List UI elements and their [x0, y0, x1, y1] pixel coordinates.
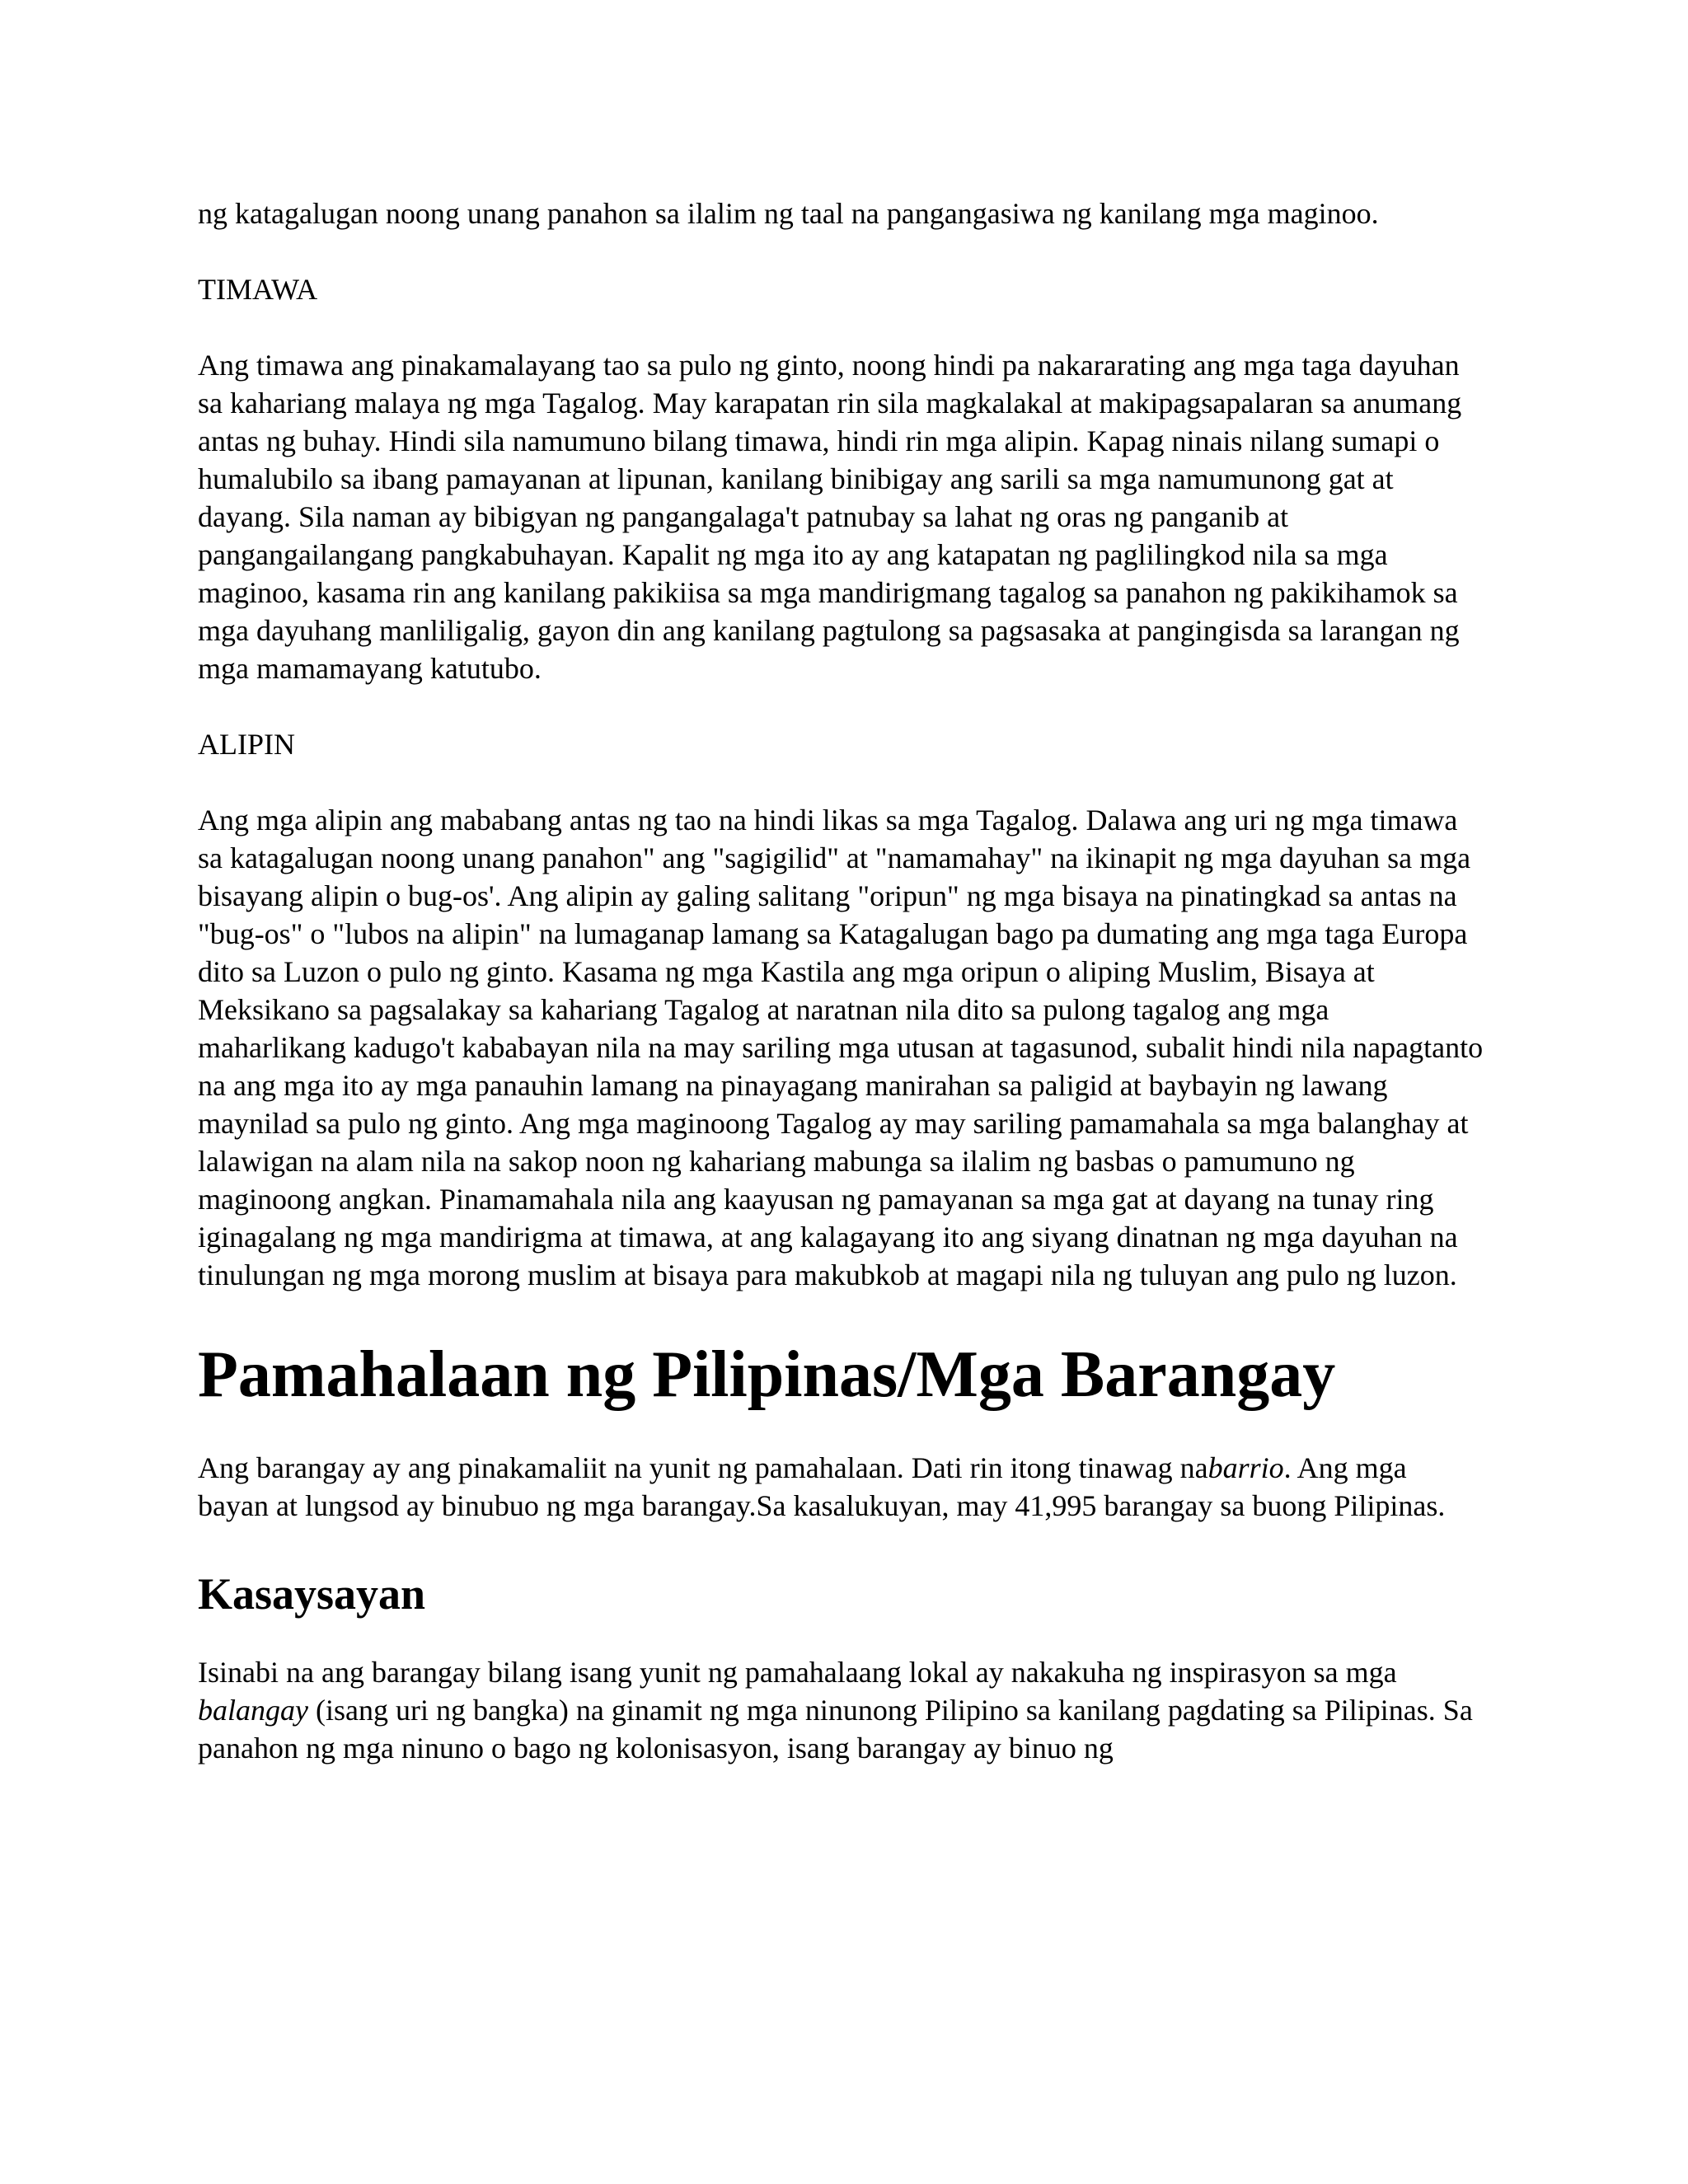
barangay-text-a: Ang barangay ay ang pinakamaliit na yunit ng pamahalaan. Dati rin itong tinawag na [198, 1451, 1208, 1484]
kasaysayan-text-a: Isinabi na ang barangay bilang isang yunit ng pamahalaang lokal ay nakakuha ng inspirasyon sa mga [198, 1656, 1397, 1689]
barangay-text-em: barrio [1207, 1451, 1284, 1484]
alipin-paragraph: Ang mga alipin ang mababang antas ng tao na hindi likas sa mga Tagalog. Dalawa ang uri ng mga timawa sa katagalugan noong unang panahon" ang "sagigilid" at "namamahay" na ikinapit ng mga dayuhan sa mga bisayang alipin o bug-os'. Ang alipin ay galing salitang "oripun" ng mga bisaya na pinatingkad sa antas na "bug-os" o "lubos na alipin" na lumaganap lamang sa Katagalugan bago pa dumating ang mga taga Europa dito sa Luzon o pulo ng ginto. Kasama ng mga Kastila ang mga oripun o aliping Muslim, Bisaya at Meksikano sa pagsalakay sa kahariang Tagalog at naratnan nila dito sa pulong tagalog ang mga maharlikang kadugo't kababayan nila na may sariling mga utusan at tagasunod, subalit hindi nila napagtanto na ang mga ito ay mga panauhin lamang na pinayagang manirahan sa paligid at baybayin ng lawang maynilad sa pulo ng ginto. Ang mga maginoong Tagalog ay may sariling pamamahala sa mga balanghay at lalawigan na alam nila na sakop noon ng kahariang mabunga sa ilalim ng basbas o pamumuno ng maginoong angkan. Pinamamahala nila ang kaayusan ng pamayanan sa mga gat at dayang na tunay ring iginagalang ng mga mandirigma at timawa, at ang kalagayang ito ang siyang dinatnan ng mga dayuhan na tinulungan ng mga morong muslim at bisaya para makubkob at magapi nila ng tuluyan ang pulo ng luzon. [198, 804, 1484, 1291]
timawa-paragraph: Ang timawa ang pinakamalayang tao sa pulo ng ginto, noong hindi pa nakararating ang mga taga dayuhan sa kahariang malaya ng mga Tagalog. May karapatan rin sila magkalakal at makipagsapalaran sa anumang antas ng buhay. Hindi sila namumuno bilang timawa, hindi rin mga alipin. Kapag ninais nilang sumapi o humalubilo sa ibang pamayanan at lipunan, kanilang binibigay ang sarili sa mga namumunong gat at dayang. Sila naman ay bibigyan ng pangangalaga't patnubay sa lahat ng oras ng panganib at pangangailangang pangkabuhayan. Kapalit ng mga ito ay ang katapatan ng paglilingkod nila sa mga maginoo, kasama rin ang kanilang pakikiisa sa mga mandirigmang tagalog sa panahon ng pakikihamok sa mga dayuhang manliligalig, gayon din ang kanilang pagtulong sa pagsasaka at pangingisda sa larangan ng mga mamamayang katutubo. [198, 349, 1462, 685]
barangay-title: Pamahalaan ng Pilipinas/Mga Barangay [198, 1338, 1336, 1411]
document-page [198, 194, 1484, 1767]
timawa-heading: TIMAWA [198, 273, 318, 306]
alipin-heading: ALIPIN [198, 728, 295, 761]
kasaysayan-text-b: (isang uri ng bangka) na ginamit ng mga ninunong Pilipino sa kanilang pagdating sa Pilipinas. Sa panahon ng mga ninuno o bago ng kolonisasyon, isang barangay ay binuo ng [198, 1694, 1473, 1765]
intro-paragraph: ng katagalugan noong unang panahon sa ilalim ng taal na pangangasiwa ng kanilang mga maginoo. [198, 197, 1379, 230]
kasaysayan-paragraph [198, 1653, 1484, 1767]
kasaysayan-heading: Kasaysayan [198, 1569, 426, 1619]
barangay-text-b: . Ang mga bayan at lungsod ay binubuo ng mga barangay.Sa kasalukuyan, may 41,995 barangay sa buong Pilipinas. [198, 1451, 1446, 1522]
barangay-paragraph [198, 1449, 1484, 1525]
kasaysayan-text-em: balangay [198, 1694, 308, 1727]
